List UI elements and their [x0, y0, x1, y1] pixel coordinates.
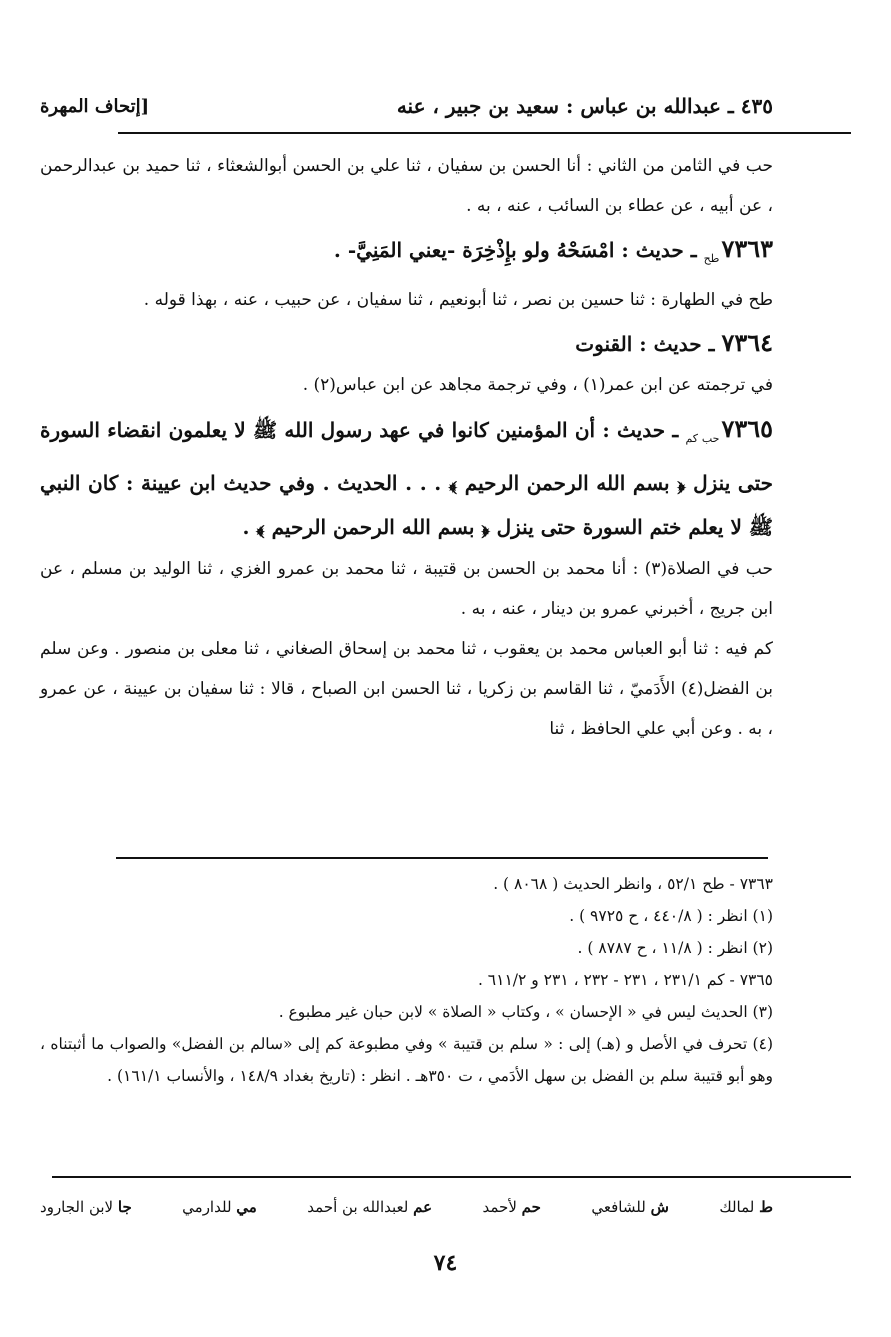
hadith-text: ـ حديث : أن المؤمنين كانوا في عهد رسول الله ﷺ لا يعلمون انقضاء السورة حتى ينزل ﴿ بسم الله الرحمن الرحيم ﴾ . . . الحديث . وفي حديث ابن عيينة : كان النبي ﷺ لا يعلم ختم السورة حتى ينزل ﴿ بسم الله الرحمن الرحيم ﴾ .	[40, 418, 773, 539]
sigla-item	[719, 1198, 773, 1216]
hadith-sigla: حب كم	[685, 432, 720, 445]
sigla-code: مي	[236, 1198, 257, 1216]
paragraph-4: حب في الصلاة(٣) : أنا محمد بن الحسن بن قتيبة ، ثنا محمد بن عمرو الغزي ، ثنا الوليد بن مسلم ، عن ابن جريج ، أخبرني عمرو بن دينار ، عنه ، به .	[40, 559, 773, 619]
footnote-7363: ٧٣٦٣ - طح ٥٢/١ ، وانظر الحديث ( ٨٠٦٨ ) .	[493, 875, 773, 893]
footnote-1: (١) انظر : ( ٤٤٠/٨ ، ح ٩٧٢٥ ) .	[569, 907, 773, 925]
sigla-code: ط	[759, 1198, 773, 1216]
sigla-item	[591, 1198, 669, 1216]
hadith-number: ٧٣٦٣	[721, 234, 773, 263]
hadith-sigla: طح	[703, 252, 720, 265]
paragraph-2: طح في الطهارة : ثنا حسين بن نصر ، ثنا أبونعيم ، ثنا سفيان ، عن حبيب ، عنه ، بهذا قوله .	[143, 290, 773, 310]
sigla-item	[182, 1198, 257, 1216]
hadith-number: ٧٣٦٥	[721, 414, 773, 443]
hadith-text: ـ حديث : القنوت	[575, 332, 715, 356]
book-title: [إتحاف المهرة	[40, 95, 150, 117]
footnote-7365: ٧٣٦٥ - كم ٢٣١/١ ، ٢٣١ - ٢٣٢ ، ٢٣١ و ٦١١/٢ .	[477, 971, 773, 989]
hadith-text: ـ حديث : امْسَحْهُ ولو بإِذْخِرَة -يعني المَنِيَّ- .	[333, 238, 697, 262]
sigla-code: جا	[117, 1198, 132, 1216]
hadith-7363-heading	[40, 228, 773, 280]
paragraph-3: في ترجمته عن ابن عمر(١) ، وفي ترجمة مجاهد عن ابن عباس(٢) .	[302, 375, 773, 395]
sigla-name: لأحمد	[482, 1198, 517, 1216]
running-header	[40, 86, 773, 126]
header-rule	[118, 132, 851, 134]
sigla-name: للشافعي	[591, 1198, 646, 1216]
sigla-name: لعبدالله بن أحمد	[307, 1198, 409, 1216]
paragraph-5: كم فيه : ثنا أبو العباس محمد بن يعقوب ، ثنا محمد بن إسحاق الصغاني ، ثنا معلى بن منصور . وعن سلم بن الفضل(٤) الأَدَميّ ، ثنا القاسم بن زكريا ، ثنا الحسن ابن الصباح ، قالا : ثنا سفيان بن عيينة ، عن عمرو ، به . وعن أبي علي الحافظ ، ثنا	[40, 639, 774, 739]
hadith-number: ٧٣٦٤	[721, 328, 773, 357]
sigla-legend	[40, 1190, 773, 1224]
chapter-title: ٤٣٥ ـ عبدالله بن عباس : سعيد بن جبير ، عنه	[396, 94, 773, 118]
sigla-code: ش	[650, 1198, 669, 1216]
sigla-rule	[52, 1176, 851, 1178]
paragraph-1: حب في الثامن من الثاني : أنا الحسن بن سفيان ، ثنا علي بن الحسن أبوالشعثاء ، ثنا حميد بن عبدالرحمن ، عن أبيه ، عن عطاء بن السائب ، عنه ، به .	[40, 156, 773, 216]
sigla-item	[483, 1198, 541, 1216]
sigla-name: للدارمي	[182, 1198, 232, 1216]
footnote-2: (٢) انظر : ( ١١/٨ ، ح ٨٧٨٧ ) .	[577, 939, 773, 957]
sigla-item	[40, 1198, 132, 1216]
sigla-name: لابن الجارود	[40, 1198, 114, 1216]
main-text	[40, 146, 773, 749]
hadith-7364-heading	[40, 322, 773, 365]
footnote-3: (٣) الحديث ليس في « الإحسان » ، وكتاب « الصلاة » لابن حبان غير مطبوع .	[278, 1003, 773, 1021]
sigla-item	[307, 1198, 432, 1216]
sigla-code: حم	[521, 1198, 541, 1216]
hadith-7365-heading	[40, 407, 773, 549]
sigla-code: عم	[413, 1198, 433, 1216]
footnote-4: (٤) تحرف في الأصل و (هـ) إلى : « سلم بن قتيبة » وفي مطبوعة كم إلى «سالم بن الفضل» والصواب ما أثبتناه ، وهو أبو قتيبة سلم بن الفضل بن سهل الأدَمي ، ت ٣٥٠هـ . انظر : (تاريخ بغداد ١٤٨/٩ ، والأنساب ١٦١/١) .	[40, 1035, 773, 1085]
footnote-rule	[116, 857, 768, 859]
page-number: ٧٤	[433, 1250, 458, 1276]
sigla-name: لمالك	[719, 1198, 755, 1216]
footnotes	[40, 868, 773, 1092]
